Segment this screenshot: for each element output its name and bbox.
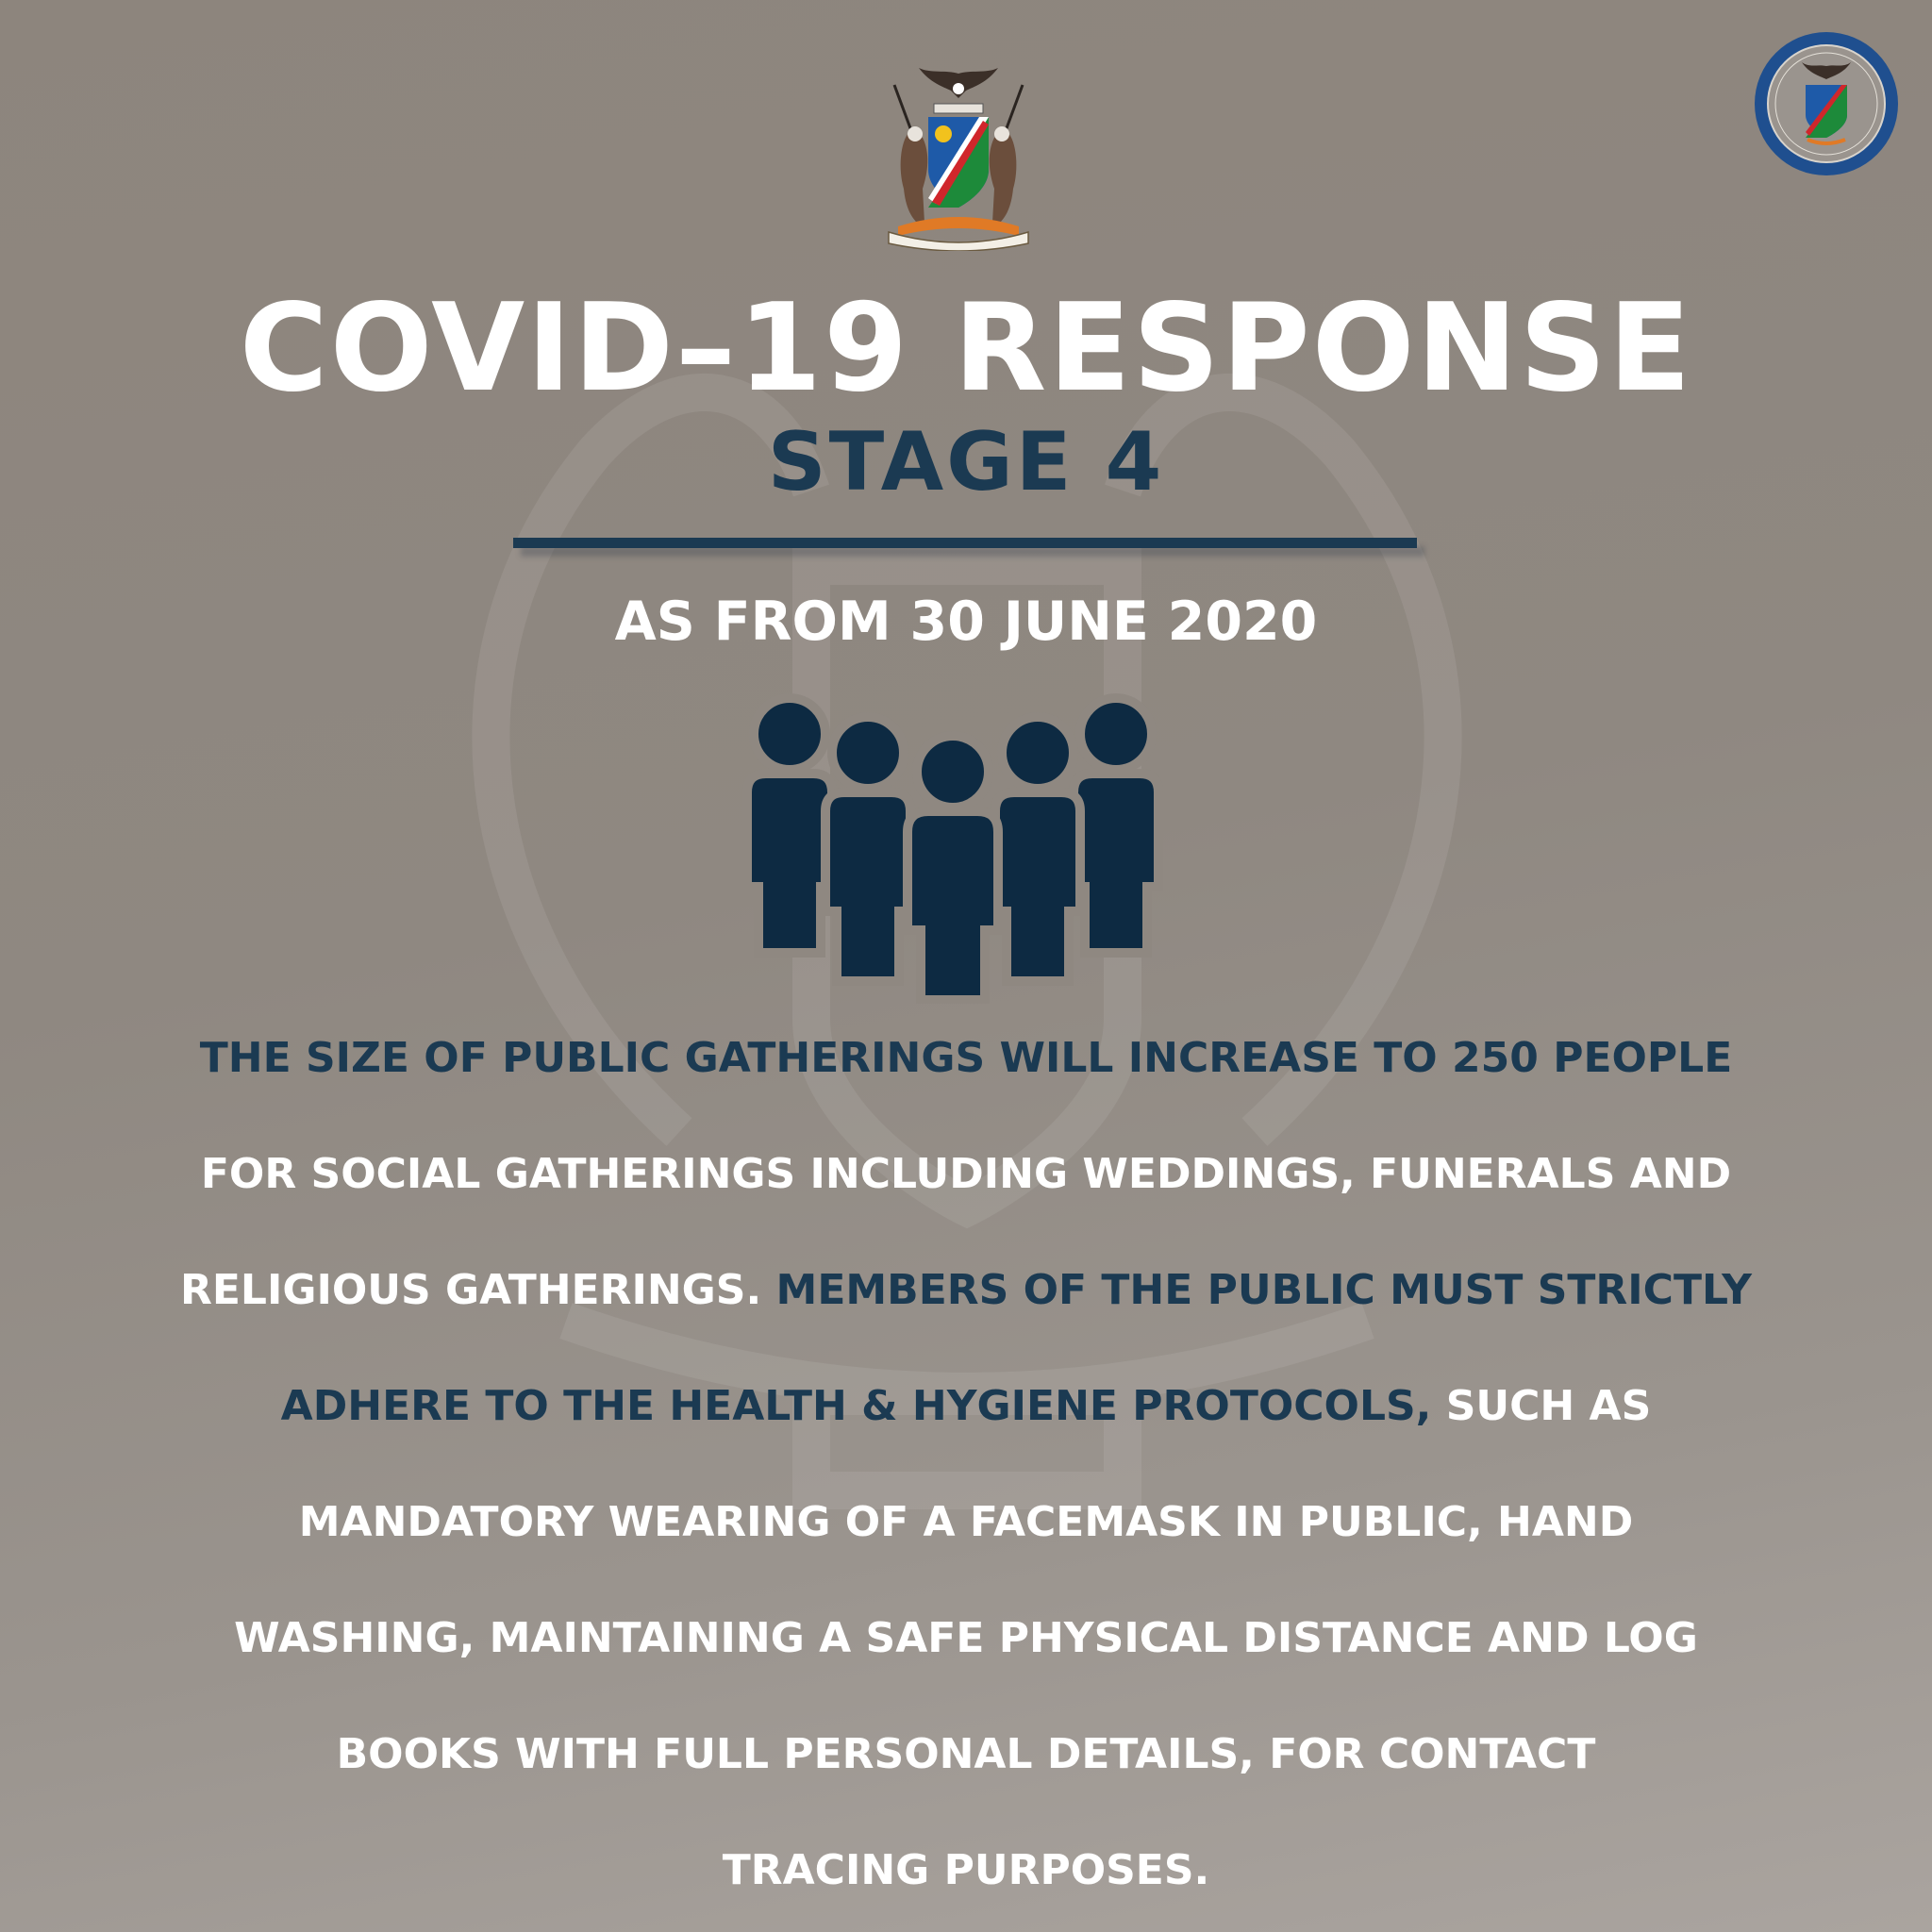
namibia-coat-of-arms-icon [881, 66, 1036, 251]
announcement-line [94, 1000, 1838, 1116]
announcement-segment: MANDATORY WEARING OF A FACEMASK IN PUBLIC, HAND [298, 1498, 1634, 1546]
announcement-line [94, 1580, 1838, 1696]
announcement-line [94, 1232, 1838, 1348]
announcement-segment: SUCH AS [1431, 1382, 1652, 1430]
announcement-line [94, 1116, 1838, 1232]
announcement-segment: WASHING, MAINTAINING A SAFE PHYSICAL DISTANCE AND LOG [234, 1614, 1698, 1662]
announcement-text [94, 1000, 1838, 1928]
announcement-line [94, 1348, 1838, 1464]
announcement-line [94, 1464, 1838, 1580]
announcement-segment: TRACING PURPOSES. [722, 1846, 1210, 1894]
people-group-icon [738, 689, 1168, 1004]
announcement-segment: MEMBERS OF THE PUBLIC MUST STRICTLY [775, 1266, 1753, 1314]
announcement-line [94, 1696, 1838, 1812]
announcement-segment: RELIGIOUS GATHERINGS. [179, 1266, 776, 1314]
announcement-line [94, 1812, 1838, 1928]
the-presidency-seal-icon [1751, 28, 1902, 179]
announcement-segment: ADHERE TO THE HEALTH & HYGIENE PROTOCOLS, [280, 1382, 1432, 1430]
announcement-segment: FOR SOCIAL GATHERINGS INCLUDING WEDDINGS, FUNERALS AND [200, 1150, 1732, 1198]
page-title: COVID–19 RESPONSE [239, 278, 1693, 419]
announcement-segment: BOOKS WITH FULL PERSONAL DETAILS, FOR CONTACT [336, 1730, 1596, 1778]
announcement-segment: THE SIZE OF PUBLIC GATHERINGS WILL INCREASE TO 250 PEOPLE [199, 1034, 1733, 1082]
effective-date: AS FROM 30 JUNE 2020 [614, 591, 1318, 653]
divider [513, 538, 1417, 548]
stage-label: STAGE 4 [767, 415, 1165, 509]
